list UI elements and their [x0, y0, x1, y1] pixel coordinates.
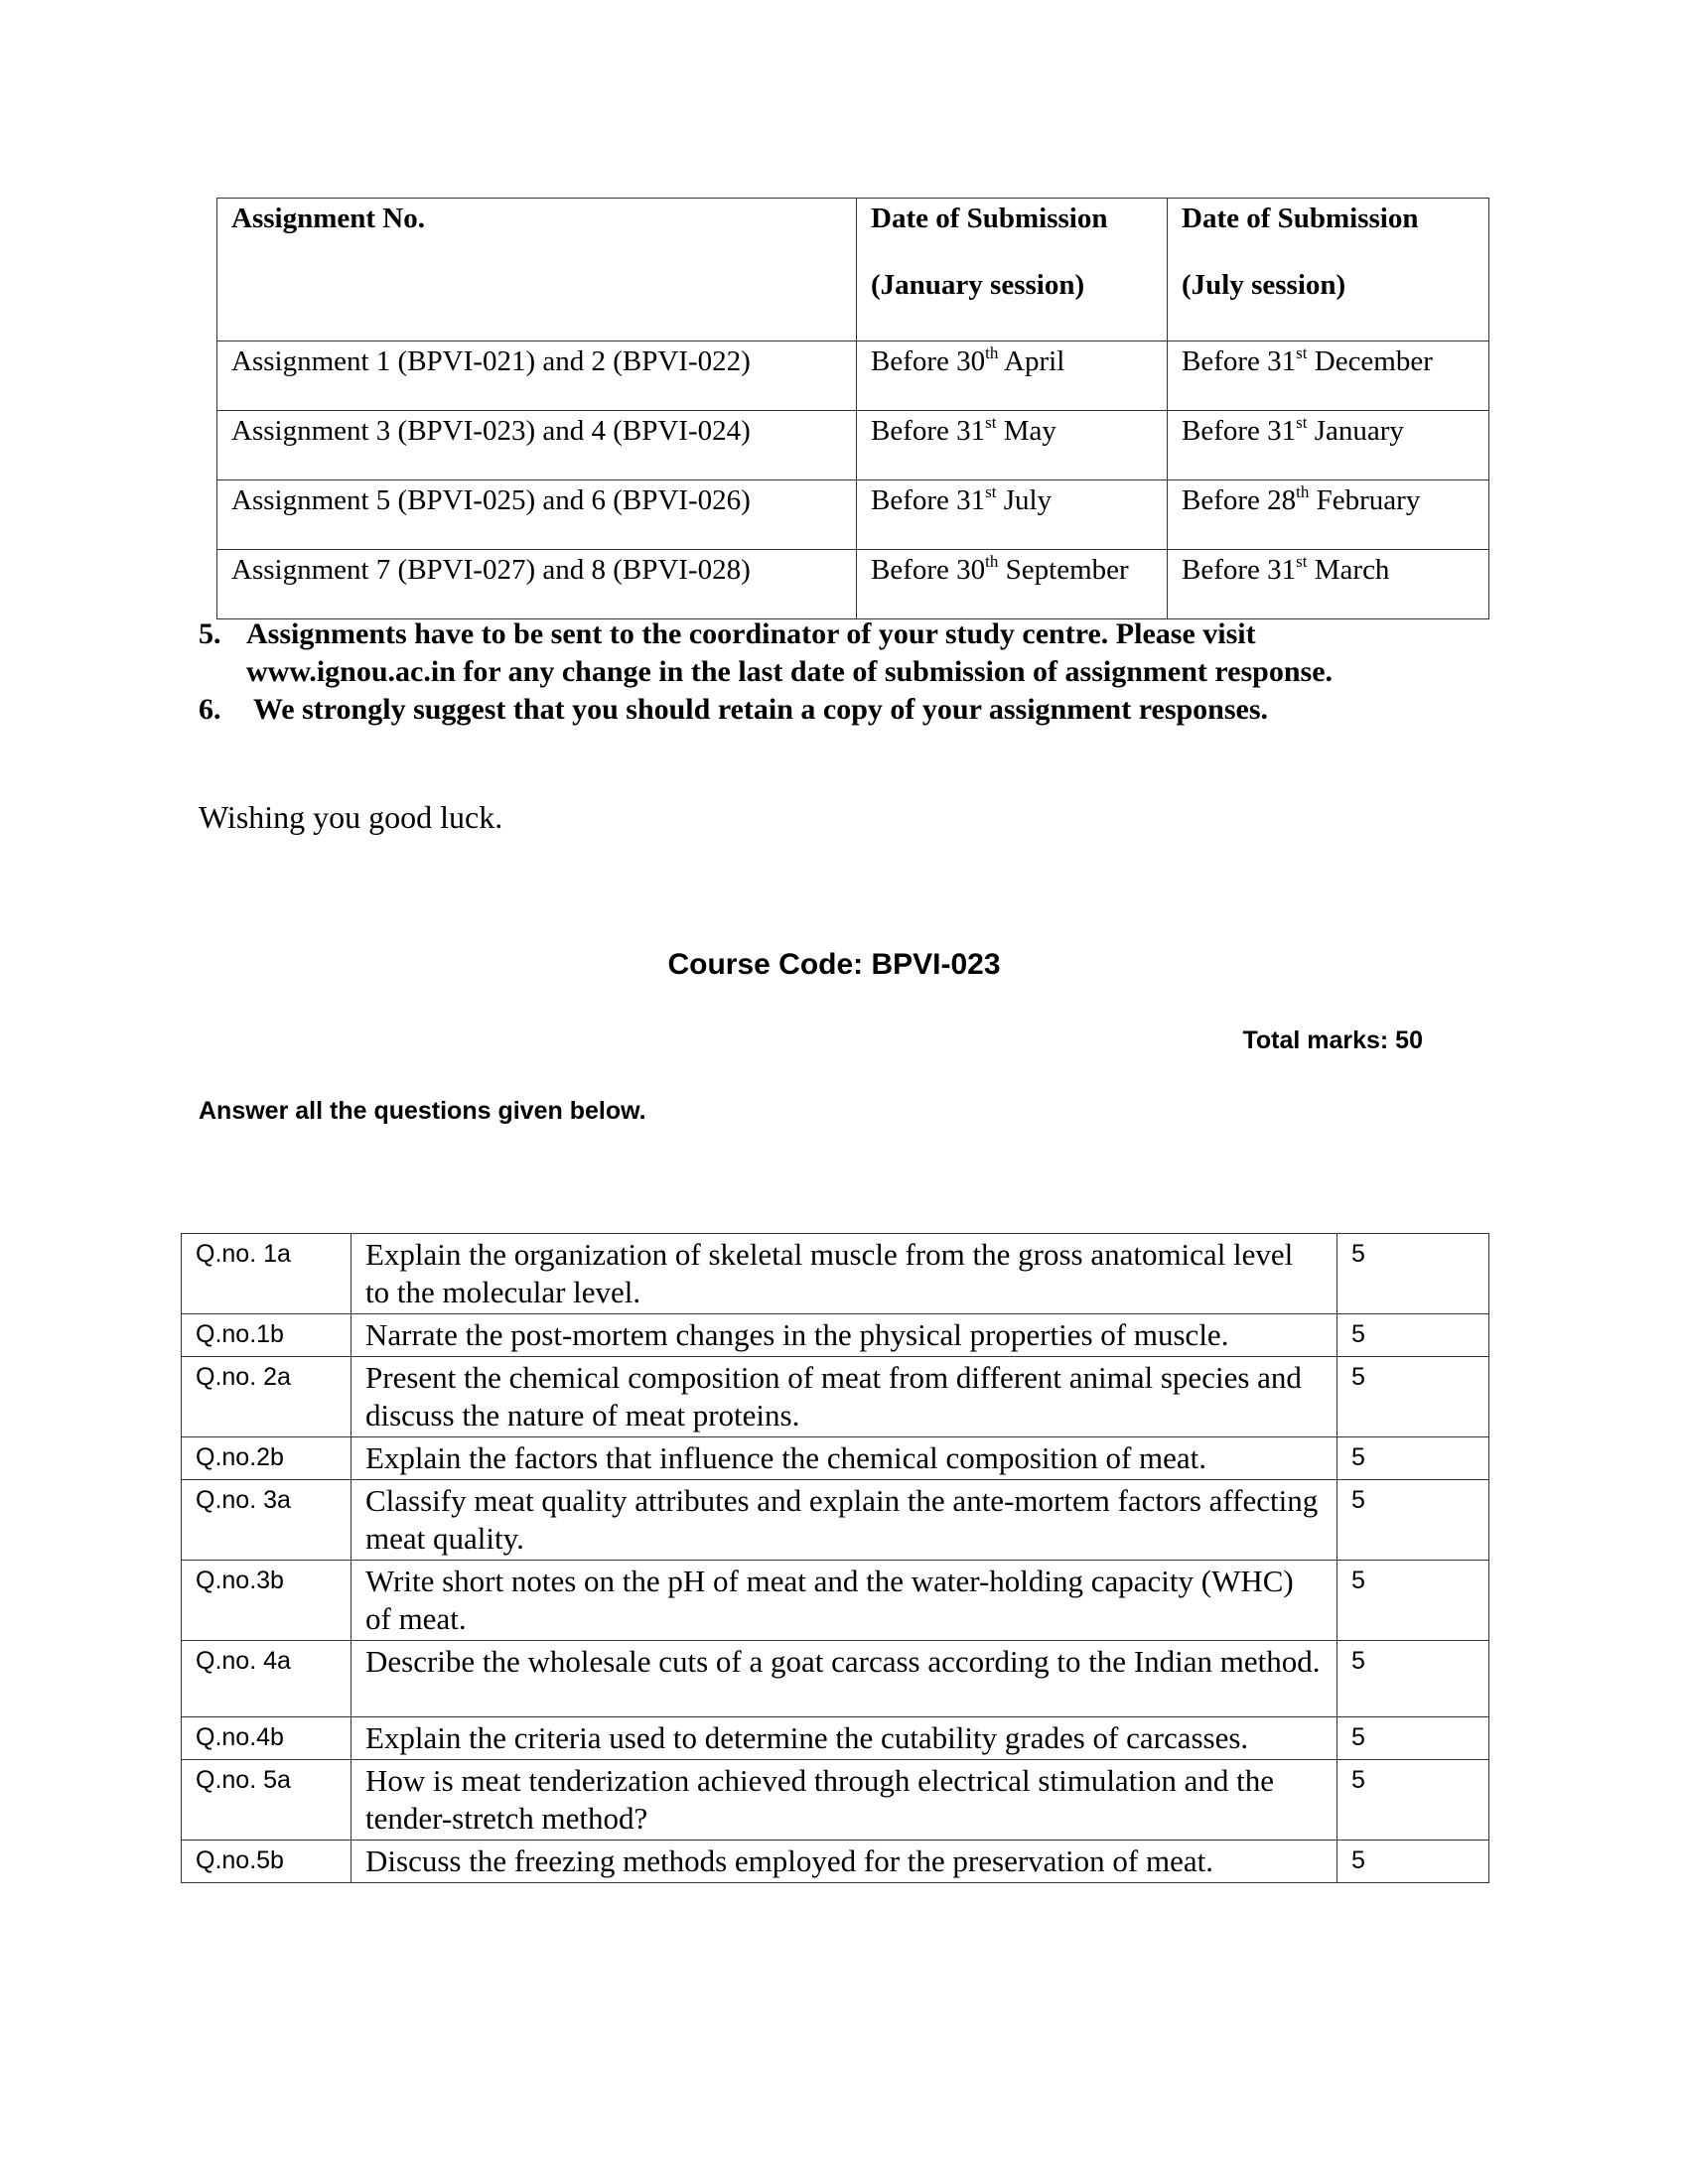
question-marks: 5: [1337, 1717, 1489, 1760]
month-text: January: [1307, 415, 1404, 447]
question-text: Narrate the post-mortem changes in the physical properties of muscle.: [352, 1314, 1337, 1357]
january-date-cell: [857, 550, 1168, 619]
month-text: July: [996, 484, 1053, 516]
question-text: Describe the wholesale cuts of a goat carcass according to the Indian method.: [352, 1641, 1337, 1717]
question-marks: 5: [1337, 1760, 1489, 1841]
date-text: Before 31: [871, 415, 986, 447]
month-text: May: [996, 415, 1056, 447]
question-number: Q.no.2b: [182, 1437, 352, 1480]
january-date-cell: [857, 341, 1168, 411]
question-text: Explain the criteria used to determine the cutability grades of carcasses.: [352, 1717, 1337, 1760]
question-number: Q.no.1b: [182, 1314, 352, 1357]
header-sublabel: (July session): [1182, 269, 1346, 301]
question-number: Q.no. 4a: [182, 1641, 352, 1717]
table-row: [217, 480, 1489, 550]
assignment-cell: Assignment 7 (BPVI-027) and 8 (BPVI-028): [217, 550, 857, 619]
ordinal-suffix: st: [985, 482, 997, 501]
july-date-cell: [1168, 550, 1489, 619]
question-text: Write short notes on the pH of meat and the water-holding capacity (WHC) of meat.: [352, 1561, 1337, 1641]
ordinal-suffix: st: [985, 413, 997, 432]
note-text: We strongly suggest that you should retain a copy of your assignment responses.: [246, 693, 1269, 726]
question-text: Explain the organization of skeletal muscle from the gross anatomical level to the molecular level.: [352, 1234, 1337, 1314]
note-number: 6.: [199, 693, 221, 726]
note-text: Assignments have to be sent to the coordinator of your study centre. Please visit: [246, 617, 1256, 650]
submission-schedule-table: [216, 198, 1489, 619]
ordinal-suffix: th: [985, 343, 999, 362]
question-text: How is meat tenderization achieved through electrical stimulation and the tender-stretch method?: [352, 1760, 1337, 1841]
question-row: [182, 1717, 1489, 1760]
table-row: [217, 411, 1489, 480]
question-row: [182, 1480, 1489, 1561]
date-text: Before 31: [1182, 345, 1297, 377]
note-text-continued: www.ignou.ac.in for any change in the last date of submission of assignment response.: [246, 655, 1334, 688]
ordinal-suffix: th: [985, 552, 999, 571]
january-date-cell: [857, 480, 1168, 550]
instruction-text: Answer all the questions given below.: [199, 1097, 646, 1125]
question-number: Q.no.5b: [182, 1841, 352, 1883]
month-text: March: [1307, 554, 1390, 586]
closing-text: Wishing you good luck.: [199, 799, 503, 835]
note-number: 5.: [199, 617, 221, 650]
question-number: Q.no. 1a: [182, 1234, 352, 1314]
month-text: December: [1307, 345, 1433, 377]
july-date-cell: [1168, 411, 1489, 480]
note-item-6: [199, 691, 1268, 729]
question-marks: 5: [1337, 1357, 1489, 1437]
question-row: [182, 1561, 1489, 1641]
questions-table: [181, 1233, 1489, 1883]
january-date-cell: [857, 411, 1168, 480]
question-marks: 5: [1337, 1561, 1489, 1641]
question-number: Q.no.4b: [182, 1717, 352, 1760]
question-text: Discuss the freezing methods employed for the preservation of meat.: [352, 1841, 1337, 1883]
question-number: Q.no. 3a: [182, 1480, 352, 1561]
question-row: [182, 1641, 1489, 1717]
assignment-cell: Assignment 5 (BPVI-025) and 6 (BPVI-026): [217, 480, 857, 550]
question-number: Q.no. 2a: [182, 1357, 352, 1437]
question-marks: 5: [1337, 1314, 1489, 1357]
header-assignment-no: [217, 199, 857, 341]
header-sublabel: (January session): [871, 269, 1085, 301]
question-row: [182, 1437, 1489, 1480]
month-text: February: [1309, 484, 1421, 516]
header-label: Date of Submission: [1182, 203, 1419, 234]
assignment-cell: Assignment 3 (BPVI-023) and 4 (BPVI-024): [217, 411, 857, 480]
ordinal-suffix: st: [1296, 552, 1308, 571]
question-row: [182, 1760, 1489, 1841]
question-text: Present the chemical composition of meat from different animal species and discuss the nature of meat proteins.: [352, 1357, 1337, 1437]
question-marks: 5: [1337, 1234, 1489, 1314]
question-row: [182, 1357, 1489, 1437]
month-text: September: [998, 554, 1129, 586]
note-item-5: [199, 615, 1333, 691]
question-text: Classify meat quality attributes and explain the ante-mortem factors affecting meat quality.: [352, 1480, 1337, 1561]
ordinal-suffix: st: [1296, 343, 1308, 362]
assignment-cell: Assignment 1 (BPVI-021) and 2 (BPVI-022): [217, 341, 857, 411]
question-marks: 5: [1337, 1437, 1489, 1480]
question-number: Q.no.3b: [182, 1561, 352, 1641]
table-header-row: [217, 199, 1489, 341]
question-row: [182, 1234, 1489, 1314]
table-row: [217, 550, 1489, 619]
date-text: Before 30: [871, 345, 986, 377]
month-text: April: [998, 345, 1065, 377]
question-number: Q.no. 5a: [182, 1760, 352, 1841]
date-text: Before 31: [1182, 415, 1297, 447]
question-marks: 5: [1337, 1841, 1489, 1883]
question-row: [182, 1841, 1489, 1883]
question-row: [182, 1314, 1489, 1357]
ordinal-suffix: st: [1296, 413, 1308, 432]
total-marks: Total marks: 50: [1242, 1026, 1423, 1054]
table-row: [217, 341, 1489, 411]
july-date-cell: [1168, 480, 1489, 550]
header-january-session: [857, 199, 1168, 341]
date-text: Before 30: [871, 554, 986, 586]
date-text: Before 31: [1182, 554, 1297, 586]
question-marks: 5: [1337, 1641, 1489, 1717]
date-text: Before 31: [871, 484, 986, 516]
header-july-session: [1168, 199, 1489, 341]
date-text: Before 28: [1182, 484, 1297, 516]
header-label: Date of Submission: [871, 203, 1108, 234]
ordinal-suffix: th: [1296, 482, 1310, 501]
header-label: Assignment No.: [231, 203, 425, 234]
question-marks: 5: [1337, 1480, 1489, 1561]
july-date-cell: [1168, 341, 1489, 411]
course-code-heading: Course Code: BPVI-023: [667, 948, 1001, 981]
question-text: Explain the factors that influence the chemical composition of meat.: [352, 1437, 1337, 1480]
